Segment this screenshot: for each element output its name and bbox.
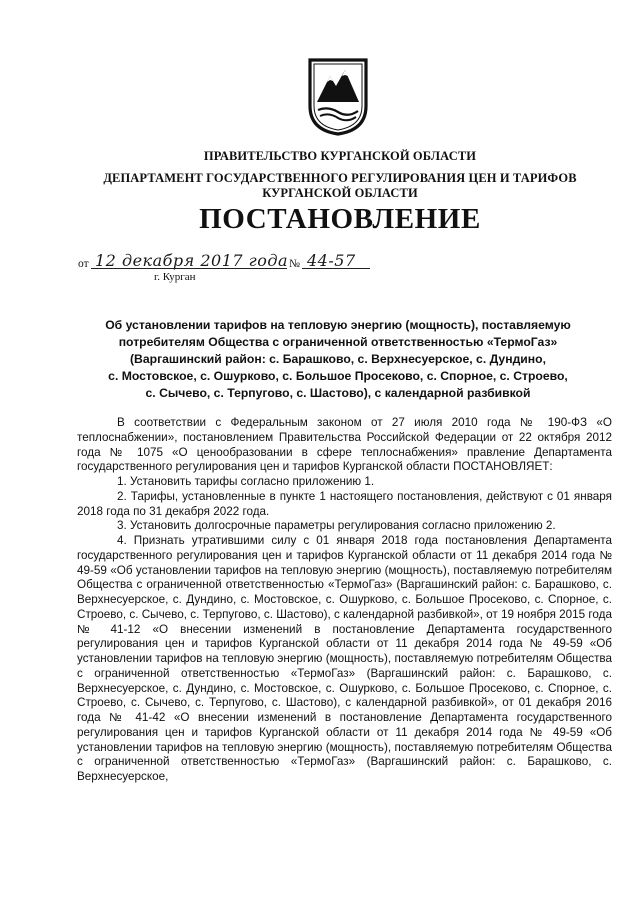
subject-line-5: с. Сычево, с. Терпугово, с. Шастово), с календарной разбивкой <box>145 386 531 400</box>
handwritten-date: 12 декабря 2017 года <box>95 251 289 270</box>
clause-4: 4. Признать утратившими силу с 01 января 2018 года постановления Департамента государственного регулирования цен и тарифов Курганской области от 11 декабря 2014 года № 49-59 «Об установлении тарифов на тепловую энергию (мощность), поставляемую потребителям Общества с ограниченной ответственностью «ТермоГаз» (Варгашинский район: с. Барашково, с. Верхнесуерское, с. Дундино, с. Мостовское, с. Ошурково, с. Большое Просеково, с. Спорное, с. Строево, с. Сычево, с. Терпугово, с. Шастово), с календарной разбивкой», от 19 ноября 2015 года № 41-12 «О внесении изменений в постановление Департамента государственного регулирования цен и тарифов Курганской области от 11 декабря 2014 года № 49-59 «Об установлении тарифов на тепловую энергию (мощность), поставляемую потребителям Общества с ограниченной ответственностью «ТермоГаз» (Варгашинский район: с. Барашково, с. Верхнесуерское, с. Дундино, с. Мостовское, с. Ошурково, с. Большое Просеково, с. Спорное, с. Строево, с. Сычево, с. Терпугово, с. Шастово), с календарной разбивкой», от 01 декабря 2016 года № 41-42 «О внесении изменений в постановление Департамента государственного регулирования цен и тарифов Курганской области от 11 декабря 2014 года № 49-59 «Об установлении тарифов на тепловую энергию (мощность), поставляемую потребителям Общества с ограниченной ответственностью «ТермоГаз» (Варгашинский район: с. Барашково, с. Верхнесуерское, <box>77 534 612 783</box>
dateline <box>78 250 378 274</box>
date-prefix: от <box>78 258 89 270</box>
subject-line-1: Об установлении тарифов на тепловую энергию (мощность), поставляемую <box>105 318 571 332</box>
government-name: ПРАВИТЕЛЬСТВО КУРГАНСКОЙ ОБЛАСТИ <box>203 149 477 163</box>
number-label: № <box>289 258 300 270</box>
document-subject <box>72 317 604 402</box>
department-name <box>60 171 620 201</box>
subject-line-2: потребителям Общества с ограниченной ответственностью «ТермоГаз» <box>118 335 558 349</box>
clause-2: 2. Тарифы, установленные в пункте 1 настоящего постановления, действуют с 01 января 2018 года по 31 декабря 2022 года. <box>77 489 612 518</box>
clause-3: 3. Установить долгосрочные параметры регулирования согласно приложению 2. <box>117 519 556 533</box>
department-line-2: КУРГАНСКОЙ ОБЛАСТИ <box>262 186 418 200</box>
subject-line-4: с. Мостовское, с. Ошурково, с. Большое Просеково, с. Спорное, с. Строево, <box>108 369 568 383</box>
document-body <box>77 416 612 785</box>
document-title: ПОСТАНОВЛЕНИЕ <box>199 203 481 235</box>
subject-line-3: (Варгашинский район: с. Барашково, с. Верхнесуерское, с. Дундино, <box>129 352 546 366</box>
preamble-paragraph: В соответствии с Федеральным законом от 27 июля 2010 года № 190-ФЗ «О теплоснабжении», постановлением Правительства Российской Федерации от 22 октября 2012 года № 1075 «О ценообразовании в сфере теплоснабжения» правление Департамента государственного регулирования цен и тарифов Курганской области ПОСТАНОВЛЯЕТ: <box>77 416 612 474</box>
handwritten-number: 44-57 <box>307 251 356 270</box>
city-label: г. Курган <box>154 271 196 283</box>
clause-1: 1. Установить тарифы согласно приложению 1. <box>117 475 375 488</box>
coat-of-arms-icon <box>306 56 370 136</box>
department-line-1: ДЕПАРТАМЕНТ ГОСУДАРСТВЕННОГО РЕГУЛИРОВАНИЯ ЦЕН И ТАРИФОВ <box>103 171 577 185</box>
